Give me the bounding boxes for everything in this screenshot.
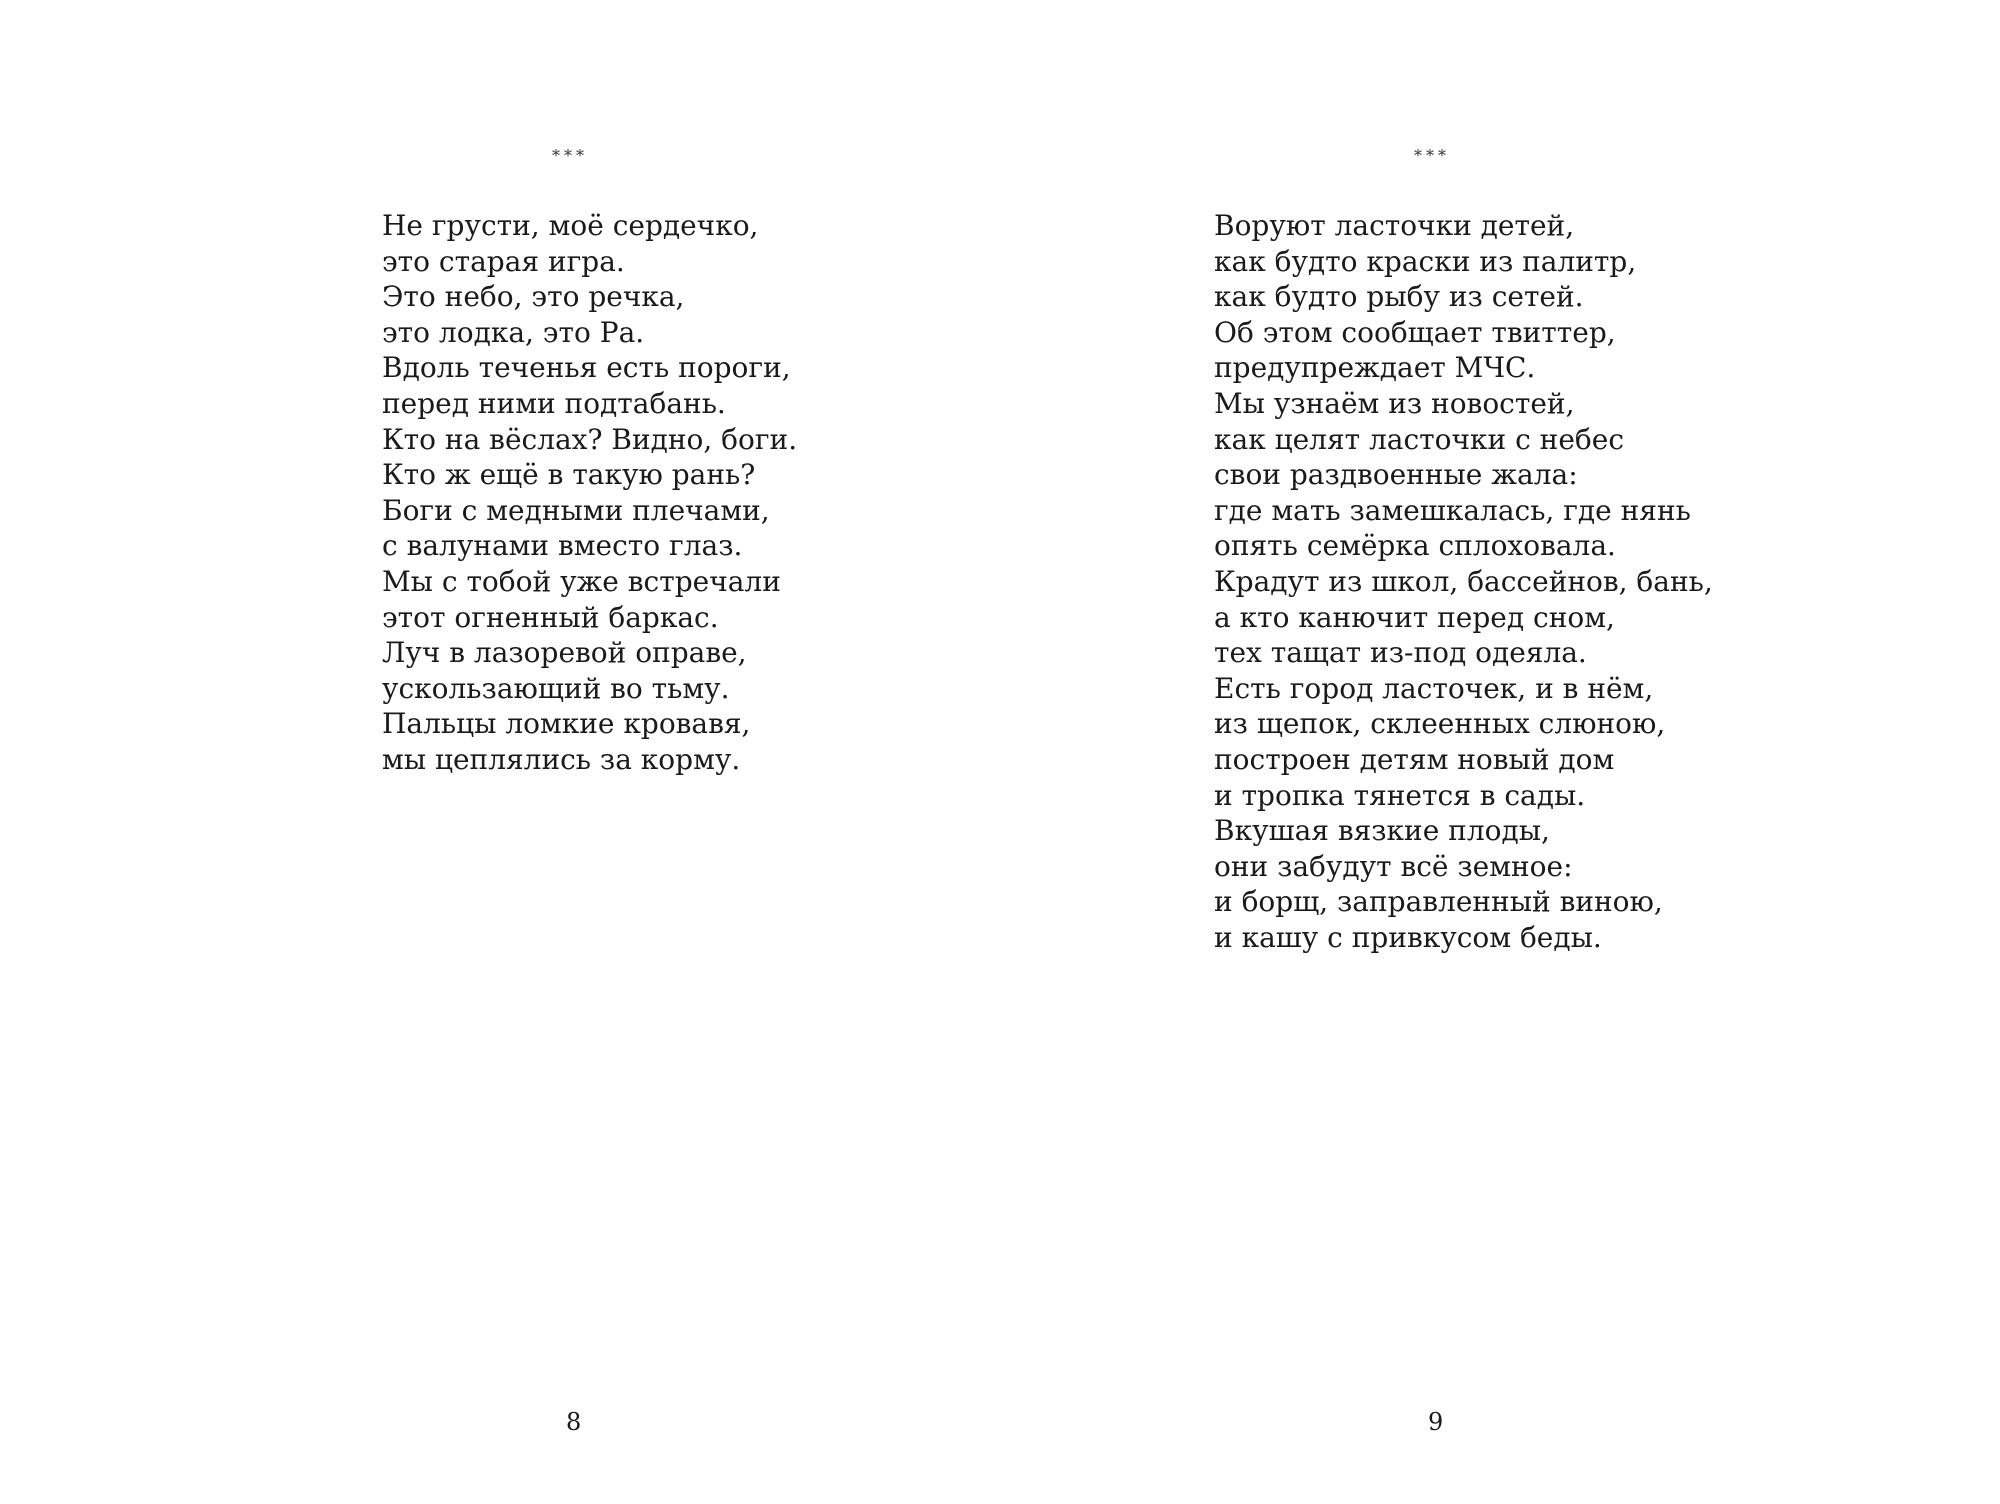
page-number: 8 bbox=[566, 1408, 582, 1436]
poem-line: Мы с тобой уже встречали bbox=[382, 564, 781, 598]
poem-line: Боги с медными плечами, bbox=[382, 493, 770, 527]
poem-line: как будто рыбу из сетей. bbox=[1214, 280, 1584, 314]
poem-line: Об этом сообщает твиттер, bbox=[1214, 315, 1616, 349]
poem-line: из щепок, склеенных слюною, bbox=[1214, 707, 1666, 741]
poem-right bbox=[1214, 208, 1713, 955]
poem-line: Вкушая вязкие плоды, bbox=[1214, 814, 1550, 848]
poem-line: Кто на вёслах? Видно, боги. bbox=[382, 422, 798, 456]
poem-line: Крадут из школ, бассейнов, бань, bbox=[1214, 564, 1713, 598]
poem-line: они забудут всё земное: bbox=[1214, 849, 1573, 883]
poem-separator: *** bbox=[1414, 146, 1450, 165]
poem-line: мы цеплялись за корму. bbox=[382, 742, 741, 776]
poem-line: предупреждает МЧС. bbox=[1214, 351, 1536, 385]
right-page bbox=[1000, 0, 2000, 1504]
poem-line: это лодка, это Ра. bbox=[382, 315, 645, 349]
poem-line: свои раздвоенные жала: bbox=[1214, 458, 1578, 492]
poem-line: Есть город ласточек, и в нём, bbox=[1214, 671, 1654, 705]
poem-line: этот огненный баркас. bbox=[382, 600, 719, 634]
poem-line: с валунами вместо глаз. bbox=[382, 529, 743, 563]
poem-line: где мать замешкалась, где нянь bbox=[1214, 493, 1691, 527]
poem-line: это старая игра. bbox=[382, 244, 625, 278]
poem-line: Воруют ласточки детей, bbox=[1214, 209, 1575, 242]
poem-line: и тропка тянется в сады. bbox=[1214, 778, 1586, 812]
poem-line: Кто ж ещё в такую рань? bbox=[382, 458, 756, 492]
poem-line: опять семёрка сплоховала. bbox=[1214, 529, 1616, 563]
poem-line: Вдоль теченья есть пороги, bbox=[382, 351, 791, 385]
poem-line: как будто краски из палитр, bbox=[1214, 244, 1637, 278]
poem-separator: *** bbox=[552, 146, 588, 165]
poem-line: тех тащат из-под одеяла. bbox=[1214, 636, 1587, 670]
poem-line: перед ними подтабань. bbox=[382, 386, 726, 420]
poem-line: и кашу с привкусом беды. bbox=[1214, 920, 1602, 954]
poem-line: как целят ласточки с небес bbox=[1214, 422, 1625, 456]
poem-line: а кто канючит перед сном, bbox=[1214, 600, 1615, 634]
poem-line: Не грусти, моё сердечко, bbox=[382, 209, 759, 242]
poem-line: Это небо, это речка, bbox=[382, 280, 685, 314]
page-number: 9 bbox=[1428, 1408, 1444, 1436]
poem-line: и борщ, заправленный виною, bbox=[1214, 885, 1663, 919]
poem-line: ускользающий во тьму. bbox=[382, 671, 730, 705]
poem-line: Мы узнаём из новостей, bbox=[1214, 386, 1575, 420]
poem-line: Пальцы ломкие кровавя, bbox=[382, 707, 751, 741]
poem-line: построен детям новый дом bbox=[1214, 742, 1615, 776]
poem-line: Луч в лазоревой оправе, bbox=[382, 636, 747, 670]
poem-left bbox=[382, 208, 797, 778]
